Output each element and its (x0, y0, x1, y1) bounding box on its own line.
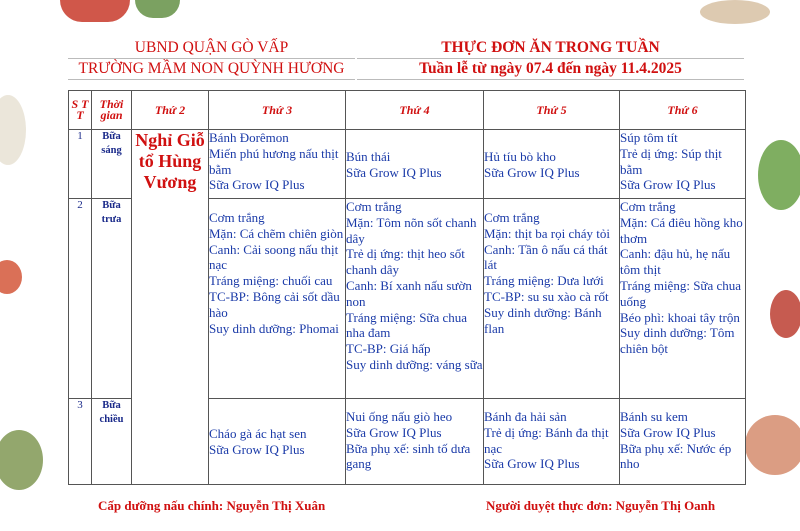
row-number: 1 (69, 130, 92, 199)
dish-line: Tráng miệng: Sữa chua uống (620, 277, 742, 309)
dish-line: Sữa Grow IQ Plus (620, 177, 716, 193)
holiday-notice: Nghỉ Giỗ tổ Hùng Vương (132, 130, 209, 485)
dish-line: Nui ống nấu giò heo (346, 409, 453, 424)
menu-cell (209, 130, 346, 199)
dish-line: Sữa Grow IQ Plus (209, 441, 305, 457)
dish-line: TC-BP: su su xào cà rốt (484, 288, 609, 304)
dish-line: Mặn: Cá điêu hồng kho thơm (620, 214, 743, 246)
dish-line: Sữa Grow IQ Plus (484, 456, 580, 472)
dish-line: Bánh su kem (620, 409, 688, 424)
col-thursday: Thứ 5 (484, 91, 620, 130)
dish-line: Canh: Tần ô nấu cá thát lát (484, 241, 608, 273)
menu-cell (620, 130, 746, 199)
table-header-row (69, 91, 746, 130)
menu-title-header (357, 38, 744, 80)
dish-line: Suy dinh dưỡng: Bánh flan (484, 304, 602, 336)
dish-line: Bún thái (346, 149, 391, 164)
leaf-decoration-right (758, 140, 800, 210)
col-monday: Thứ 2 (132, 91, 209, 130)
menu-cell (209, 399, 346, 485)
dish-line: Cơm trắng (484, 210, 540, 225)
col-stt: S T T (69, 91, 92, 130)
dish-line: Hủ tíu bò kho (484, 149, 556, 164)
tomato-decoration-left (0, 260, 22, 294)
dish-line: Tráng miệng: Dưa lưới (484, 273, 604, 289)
dish-line: Trẻ dị ứng: Súp thịt bằm (620, 145, 722, 177)
dish-line: Cơm trắng (209, 210, 265, 225)
herb-decoration (135, 0, 180, 18)
dish-line: Sữa Grow IQ Plus (346, 164, 442, 180)
menu-cell (209, 199, 346, 399)
dish-line: Trẻ dị ứng: thịt heo sốt chanh dây (346, 246, 465, 278)
dish-line: Canh: đậu hủ, hẹ nấu tôm thịt (620, 246, 731, 278)
dish-line: Suy dinh dưỡng: váng sữa (346, 356, 483, 372)
menu-title: THỰC ĐƠN ĂN TRONG TUẦN (357, 38, 744, 59)
dish-line: Suy dinh dưỡng: Tôm chiên bột (620, 325, 735, 357)
meal-name: Bữa chiều (92, 399, 132, 485)
menu-approver: Người duyệt thực đơn: Nguyễn Thị Oanh (486, 498, 716, 513)
meal-name: Bữa sáng (92, 130, 132, 199)
dish-line: TC-BP: Giá hấp (346, 341, 431, 357)
dish-line: Bữa phụ xế: sinh tố dưa gang (346, 440, 471, 472)
dish-line: Miến phú hương nấu thịt bằm (209, 145, 339, 177)
menu-cell (484, 199, 620, 399)
dish-line: Mặn: Tôm nõn sốt chanh dây (346, 214, 477, 246)
dish-line: Cháo gà ác hạt sen (209, 426, 307, 441)
col-time: Thời gian (92, 91, 132, 130)
chili-decoration-right (770, 290, 800, 338)
menu-cell (346, 199, 484, 399)
dish-line: TC-BP: Bông cải sốt dầu hào (209, 288, 340, 320)
food-decoration-bottom-right (745, 415, 800, 475)
district-name: UBND QUẬN GÒ VẤP (68, 38, 355, 59)
dish-line: Canh: Cải soong nấu thịt nạc (209, 241, 339, 273)
dish-line: Canh: Bí xanh nấu sườn non (346, 277, 472, 309)
school-header (68, 38, 355, 80)
school-name: TRƯỜNG MẦM NON QUỲNH HƯƠNG (68, 59, 355, 80)
dish-line: Súp tôm tít (620, 130, 678, 145)
dish-line: Trẻ dị ứng: Bánh đa thịt nạc (484, 424, 609, 456)
table-row (69, 130, 746, 199)
dish-line: Sữa Grow IQ Plus (209, 177, 305, 193)
menu-cell (484, 399, 620, 485)
dish-line: Mặn: Cá chẽm chiên giòn (209, 225, 344, 241)
dish-line: Sữa Grow IQ Plus (620, 424, 716, 440)
menu-cell (346, 399, 484, 485)
col-tuesday: Thứ 3 (209, 91, 346, 130)
leaf-decoration-left (0, 430, 43, 490)
dish-line: Bánh Đorêmon (209, 130, 289, 145)
head-cook: Cấp dưỡng nấu chính: Nguyễn Thị Xuân (98, 498, 326, 513)
dish-line: Cơm trắng (346, 199, 402, 214)
dish-line: Bữa phụ xế: Nước ép nho (620, 440, 732, 472)
dish-line: Béo phì: khoai tây trộn (620, 309, 740, 325)
dish-line: Mặn: thịt ba rọi cháy tỏi (484, 225, 611, 241)
col-friday: Thứ 6 (620, 91, 746, 130)
row-number: 3 (69, 399, 92, 485)
dish-line: Tráng miệng: Sữa chua nha đam (346, 309, 468, 341)
food-decoration-top-right (700, 0, 770, 24)
dish-line: Sữa Grow IQ Plus (346, 424, 442, 440)
chili-decoration (60, 0, 130, 22)
dish-line: Suy dinh dưỡng: Phomai (209, 320, 339, 336)
menu-cell (620, 399, 746, 485)
dish-line: Tráng miệng: chuối cau (209, 273, 333, 289)
food-decoration-left (0, 95, 26, 165)
week-range: Tuần lễ từ ngày 07.4 đến ngày 11.4.2025 (357, 59, 744, 80)
menu-cell (346, 130, 484, 199)
dish-line: Cơm trắng (620, 199, 676, 214)
weekly-menu-table (68, 90, 746, 485)
menu-cell (620, 199, 746, 399)
dish-line: Sữa Grow IQ Plus (484, 164, 580, 180)
col-wednesday: Thứ 4 (346, 91, 484, 130)
dish-line: Bánh đa hải sản (484, 409, 567, 424)
meal-name: Bữa trưa (92, 199, 132, 399)
row-number: 2 (69, 199, 92, 399)
menu-cell (484, 130, 620, 199)
